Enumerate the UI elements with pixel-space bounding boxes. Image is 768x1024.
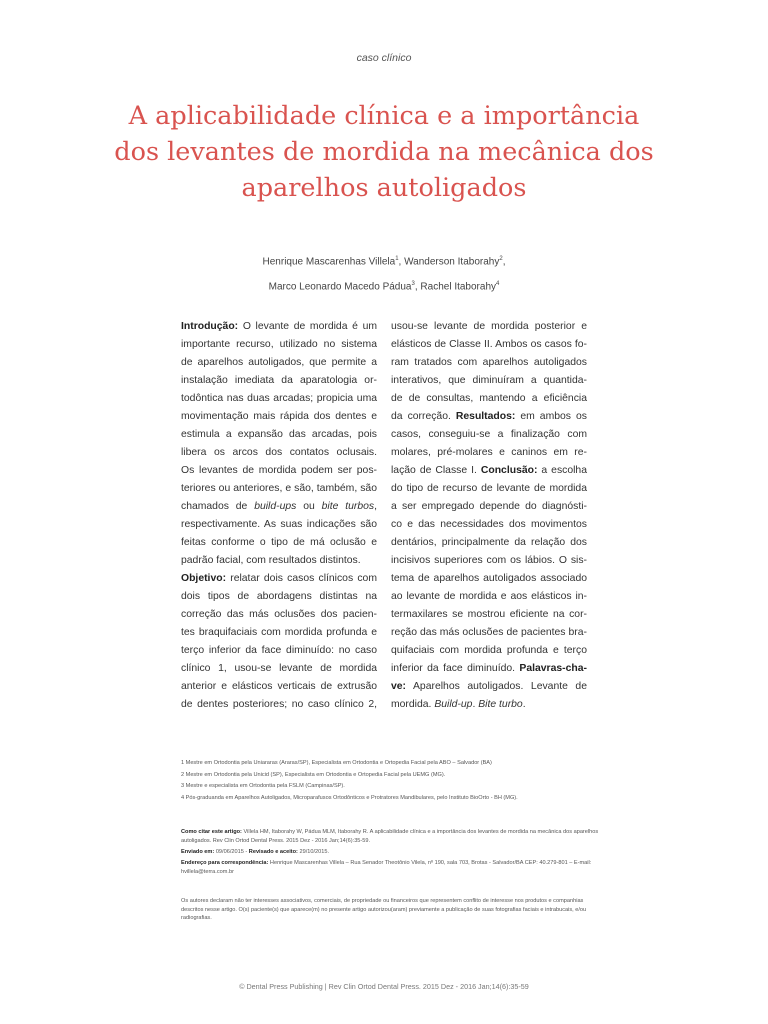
abstract-line xyxy=(391,678,587,696)
separator: , xyxy=(502,256,506,268)
author-name: Henrique Mascarenhas Villela xyxy=(262,256,396,268)
abstract-text: elásticos de Classe II. Ambos os casos fo- xyxy=(391,339,587,350)
abstract-text: anterior e elásticos verticais de extrusão xyxy=(181,681,377,692)
abstract-text: estimula a expansão das arcadas, pois xyxy=(181,429,377,440)
dates xyxy=(181,848,601,857)
abstract-line xyxy=(391,534,587,552)
cite-label: Como citar este artigo: xyxy=(181,829,242,835)
article-title xyxy=(110,98,658,206)
separator: , xyxy=(398,256,405,268)
abstract-line xyxy=(391,552,587,570)
separator: , xyxy=(414,281,421,293)
abstract-text: de dentes posteriores; no caso clínico 2, xyxy=(181,699,377,710)
abstract-line xyxy=(181,408,377,426)
abstract-text: movimentação mais rápida dos dentes e xyxy=(181,411,377,422)
citation-block xyxy=(181,828,601,879)
abstract-line xyxy=(181,426,377,444)
abstract-line xyxy=(391,606,587,624)
abstract-line xyxy=(181,588,377,606)
abstract-text: molares, pré-molares e caninos em re- xyxy=(391,447,587,458)
author-name: Wanderson Itaborahy xyxy=(404,256,500,268)
abstract-text: relatar dois casos clínicos com xyxy=(230,573,377,584)
abstract-text: correção das más oclusões dos pacien- xyxy=(181,609,377,620)
abstract-text: libera os arcos dos contatos oclusais. xyxy=(181,447,377,458)
abstract-term: Build-up xyxy=(434,699,473,710)
affiliation-marker: 3 xyxy=(411,281,415,288)
abstract-text: incisivos superiores com os lábios. O sis- xyxy=(391,555,587,566)
abstract-line xyxy=(181,498,377,516)
abstract-text: , xyxy=(374,501,377,512)
footnote: 3 Mestre e especialista em Ortodontia pela FSLM (Campinas/SP). xyxy=(181,783,345,789)
abstract-text: mordida. xyxy=(391,699,435,710)
abstract-left-column xyxy=(181,318,377,714)
abstract-heading: Objetivo: xyxy=(181,573,231,584)
conflict-disclaimer: Os autores declaram não ter interesses associativos, comerciais, de propriedade ou financeiros que representem conflito de interesse nos produtos e companhias descritos nesse artigo. O(s) paciente(s) que aparece(m) no presente artigo autorizou(aram) previamente a publicação de suas fotografias faciais e intrabucais, e/ou radiografias. xyxy=(181,898,587,921)
abstract-line xyxy=(391,570,587,588)
abstract-line xyxy=(181,336,377,354)
abstract-line xyxy=(181,390,377,408)
abstract-right-column xyxy=(391,318,587,714)
abstract-text: em ambos os xyxy=(515,411,587,422)
abstract-text: de de consultas, mantendo a eficiência xyxy=(391,393,587,404)
abstract-line xyxy=(391,462,587,480)
abstract-text: ou xyxy=(296,501,322,512)
abstract-term: bite turbos xyxy=(321,501,375,512)
sent-label: Enviado em: xyxy=(181,849,215,855)
abstract-line xyxy=(181,444,377,462)
abstract-line xyxy=(181,606,377,624)
abstract-text: teriores ou anteriores, e são, também, são xyxy=(181,483,377,494)
abstract-text: casos, conseguiu-se a finalização com xyxy=(391,429,587,440)
footnote: 2 Mestre em Ortodontia pela Unicid (SP), Especialista em Ortodontia e Ortopedia Facial pela UEMG (MG). xyxy=(181,771,446,778)
page-footer: © Dental Press Publishing | Rev Clin Ortod Dental Press. 2015 Dez - 2016 Jan;14(6):35-59 xyxy=(239,982,529,991)
abstract-text: inferior da face diminuído. xyxy=(391,663,520,674)
abstract-line xyxy=(181,462,377,480)
abstract-text: O levante de mordida é um xyxy=(242,321,377,332)
abstract-text: dois tipos de abordagens distintas na xyxy=(181,591,377,602)
abstract-text: chamados de xyxy=(181,501,255,512)
abstract-text: feitas conforme o tipo de má oclusão e xyxy=(181,537,377,548)
abstract-text: instalação imediata da aparatologia or- xyxy=(181,375,377,386)
abstract-text: ram tratados com aparelhos autoligados xyxy=(391,357,587,368)
abstract-text: Aparelhos autoligados. Levante de xyxy=(406,681,587,692)
footnote: 1 Mestre em Ortodontia pela Uniararas (Araras/SP), Especialista em Ortodontia e Ortopedia Facial pela ABO – Salvador (BA) xyxy=(181,760,492,766)
abstract-heading: ve: xyxy=(391,681,407,692)
abstract-heading: Conclusão: xyxy=(480,465,538,476)
revised-label: Revisado e aceito: xyxy=(248,849,298,855)
abstract-text: usou-se levante de mordida posterior e xyxy=(391,321,587,332)
abstract-line xyxy=(391,408,587,426)
affiliation-marker: 4 xyxy=(496,281,500,288)
abstract-line xyxy=(181,552,377,570)
abstract-line xyxy=(391,516,587,534)
abstract-text: de aparelhos autoligados, que permite a xyxy=(181,357,377,368)
abstract-line xyxy=(391,336,587,354)
abstract-text: co e das necessidades dos movimentos xyxy=(391,519,587,530)
abstract-text: do tipo de recurso de levante de mordida xyxy=(391,483,587,494)
abstract-text: dentários, principalmente da relação dos xyxy=(391,537,587,548)
abstract-text: tes braquifaciais com mordida profunda e xyxy=(181,627,377,638)
abstract-text: ao levante de mordida e aos elásticos in- xyxy=(391,591,587,602)
abstract-text: a ser empregado depende do diagnósti- xyxy=(391,501,587,512)
abstract-text: lação de Classe I. xyxy=(391,465,481,476)
affiliation-marker: 2 xyxy=(499,256,503,262)
abstract-heading: Resultados: xyxy=(455,411,516,422)
author-name: Rachel Itaborahy xyxy=(420,281,497,293)
abstract-text: importante recurso, utilizado no sistema xyxy=(181,339,377,350)
abstract-line xyxy=(391,426,587,444)
abstract-line xyxy=(181,624,377,642)
revised-date: 29/10/2015. xyxy=(297,849,330,855)
correspondence xyxy=(181,859,601,877)
abstract-line xyxy=(181,696,377,714)
address-label: Endereço para correspondência: xyxy=(181,860,269,866)
abstract-line xyxy=(391,318,587,336)
abstract-term: Bite turbo xyxy=(478,699,523,710)
abstract-line xyxy=(391,660,587,678)
abstract-line xyxy=(181,516,377,534)
how-to-cite xyxy=(181,828,601,846)
sent-date: 09/06/2015 - xyxy=(214,849,249,855)
abstract-line xyxy=(391,444,587,462)
abstract-heading: Introdução: xyxy=(181,321,243,332)
abstract-line xyxy=(181,354,377,372)
abstract-text: termaxilares se mostrou eficiente na cor- xyxy=(391,609,587,620)
abstract-text: da correção. xyxy=(391,411,456,422)
author-name: Marco Leonardo Macedo Pádua xyxy=(268,281,412,293)
abstract-text: clínico 1, usou-se levante de mordida xyxy=(181,663,377,674)
title-line: dos levantes de mordida na mecânica dos xyxy=(114,137,654,167)
abstract-line xyxy=(391,390,587,408)
abstract-text: . xyxy=(472,699,479,710)
abstract-text: quifaciais com mordida profunda e terço xyxy=(391,645,587,656)
abstract-line xyxy=(391,372,587,390)
cite-text: Villela HM, Itaborahy W, Pádua MLM, Itaborahy R. A aplicabilidade clínica e a importância dos levantes de mordida na mecânica dos aparelhos autoligados. Rev Clin Ortod Dental Press. 2015 Dez - 2016 Jan;14(6):35-59. xyxy=(181,829,599,844)
abstract-line xyxy=(181,642,377,660)
abstract-line xyxy=(391,642,587,660)
abstract-line xyxy=(391,696,587,714)
abstract-heading: Palavras-cha- xyxy=(519,663,587,674)
abstract-text: padrão facial, com resultados distintos. xyxy=(181,555,361,566)
abstract-line xyxy=(391,354,587,372)
abstract-line xyxy=(181,318,377,336)
abstract-text: todôntica nas duas arcadas; propicia uma xyxy=(181,393,377,404)
abstract-text: reção das más oclusões de pacientes bra- xyxy=(391,627,587,638)
affiliation-marker: 1 xyxy=(395,256,399,262)
title-line: aparelhos autoligados xyxy=(241,173,527,203)
abstract-text: . xyxy=(522,699,526,710)
abstract-text: a escolha xyxy=(537,465,587,476)
abstract-text: tema de aparelhos autoligados associado xyxy=(391,573,587,584)
abstract-text: respectivamente. As suas indicações são xyxy=(181,519,377,530)
abstract-line xyxy=(391,498,587,516)
title-line: A aplicabilidade clínica e a importância xyxy=(128,101,640,131)
abstract-text: terço inferior da face diminuído: no caso xyxy=(181,645,377,656)
abstract-line xyxy=(391,588,587,606)
address-text: Henrique Mascarenhas Villela – Rua Senador Theotônio Vilela, nº 190, sala 703, Brotas - Salvador/BA CEP: 40.279-801 – E-mail: hvillela@terra.com.br xyxy=(181,860,592,875)
footnote: 4 Pós-graduanda em Aparelhos Autoligados, Microparafusos Ortodônticos e Protratores Mandibulares, pelo Instituto BioOrto - BH (MG). xyxy=(181,794,518,801)
abstract-line xyxy=(181,480,377,498)
affiliation-footnotes xyxy=(181,758,601,804)
abstract-line xyxy=(181,534,377,552)
abstract-line xyxy=(181,372,377,390)
abstract-line xyxy=(181,660,377,678)
abstract-line xyxy=(391,480,587,498)
abstract-text: Os levantes de mordida podem ser pos- xyxy=(181,465,377,476)
abstract-line xyxy=(391,624,587,642)
author-line xyxy=(0,273,768,298)
abstract-term: build-ups xyxy=(254,501,297,512)
author-line xyxy=(0,248,768,273)
abstract-text: interativos, que diminuíram a quantida- xyxy=(391,375,587,386)
author-list xyxy=(0,248,768,299)
abstract-line xyxy=(181,570,377,588)
abstract-line xyxy=(181,678,377,696)
section-label: caso clínico xyxy=(356,52,412,64)
